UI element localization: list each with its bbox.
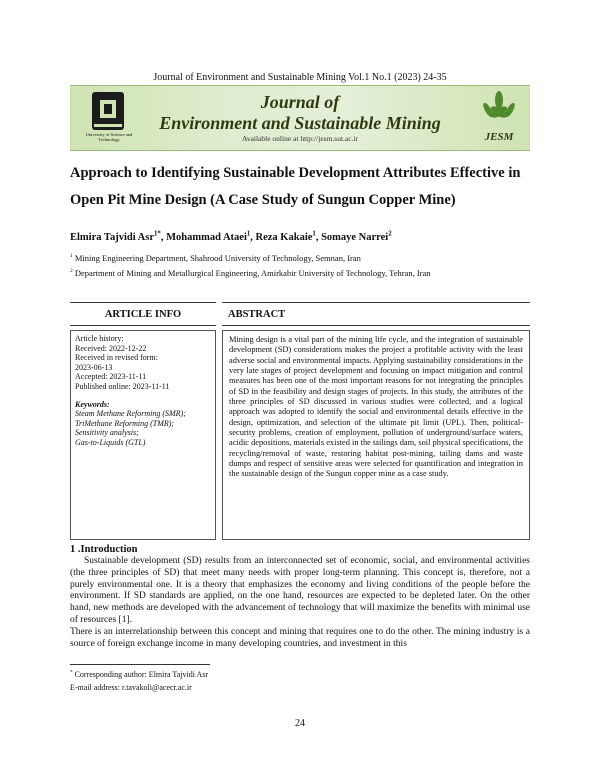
keyword: Gas-to-Liquids (GTL) <box>75 437 146 447</box>
author-name: Reza Kakaie <box>255 232 313 243</box>
article-info-box <box>70 330 216 540</box>
keyword: Steam Methane Reforming (SMR); <box>75 409 186 419</box>
revised-date: 2023-06-13 <box>75 362 113 372</box>
article-info-bottom-rule <box>70 325 216 326</box>
university-logo-caption: University of Science and Technology <box>85 132 133 142</box>
footnote-rule <box>70 664 210 665</box>
jesm-logo-icon <box>474 90 524 146</box>
banner-title-line1: Journal of <box>260 92 340 112</box>
author-sup: 1 <box>312 230 316 238</box>
introduction-heading: 1 .Introduction <box>70 544 138 555</box>
author-sup: 1* <box>154 230 161 238</box>
author-sup: 2 <box>388 230 392 238</box>
corresponding-author: Corresponding author: Elmira Tajvidi Asr <box>74 670 209 679</box>
paper-title-line1: Approach to Identifying Sustainable Development Attributes Effective in <box>70 165 521 181</box>
paper-title-line2: Open Pit Mine Design (A Case Study of Sungun Copper Mine) <box>70 192 456 208</box>
revised-label: Received in revised form: <box>75 353 158 363</box>
author-name: Elmira Tajvidi Asr <box>70 232 155 243</box>
introduction-body <box>70 556 530 650</box>
banner-title-line2: Environment and Sustainable Mining <box>159 113 441 133</box>
keyword: Sensitivity analysis; <box>75 428 139 438</box>
journal-running-header: Journal of Environment and Sustainable Mining Vol.1 No.1 (2023) 24-35 <box>153 72 447 83</box>
author-name: Mohammad Ataei <box>166 232 247 243</box>
introduction-paragraph-1: Sustainable development (SD) results from an interconnected set of economic, social, and environmental activities (the three principles of SD) that meet many needs with proper long-term planning. This concept is, therefore, not a purely environmental one. It is a theory that emphasizes the economy and living conditions of the people before the environment. If SD standards are applied, on the one hand, resources are expected to be depleted later. On the other hand, new methods are developed with the advancement of technology that will maximize the benefits with minimal use of resources [1]. <box>70 556 530 625</box>
affiliation-text: Department of Mining and Metallurgical Engineering, Amirkabir University of Technology, Tehran, Iran <box>74 268 431 278</box>
received-date: Received: 2022-12-22 <box>75 343 147 353</box>
keywords-label: Keywords: <box>75 399 110 409</box>
article-info-heading: ARTICLE INFO <box>104 309 182 320</box>
affiliation-text: Mining Engineering Department, Shahrood University of Technology, Semnan, Iran <box>74 253 361 263</box>
article-info-top-rule <box>70 302 216 303</box>
affiliation-sup: 2 <box>70 268 73 275</box>
affiliation-sup: 1 <box>70 253 73 260</box>
author-name: Somaye Narrei <box>321 232 389 243</box>
paper-title <box>70 160 540 214</box>
author-email: E-mail address: r.tavakoli@acecr.ac.ir <box>70 683 192 692</box>
keyword: TriMethane Reforming (TMR); <box>75 418 175 428</box>
published-date: Published online: 2023-11-11 <box>75 381 170 391</box>
introduction-paragraph-2: There is an interrelationship between this concept and mining that requires one to do the other. The mining industry is a source of foreign exchange income in many developing countries, and investment in this <box>70 626 530 649</box>
footnote-marker: * <box>70 669 73 676</box>
page-number: 24 <box>295 718 305 729</box>
accepted-date: Accepted: 2023-11-11 <box>75 372 147 382</box>
jesm-logo-text: JESM <box>484 131 514 143</box>
corresponding-author-note <box>70 670 470 679</box>
banner-website: Available online at http://jesm.sut.ac.ir <box>241 134 359 143</box>
affiliation-2 <box>70 268 540 278</box>
author-sup: 1 <box>246 230 251 238</box>
journal-banner <box>70 85 530 151</box>
abstract-bottom-rule <box>222 325 530 326</box>
affiliation-1 <box>70 253 540 263</box>
abstract-box <box>222 330 530 540</box>
abstract-top-rule <box>222 302 530 303</box>
abstract-heading: ABSTRACT <box>228 309 286 320</box>
history-label: Article history: <box>75 334 124 343</box>
author-list: Elmira Tajvidi Asr$^{1*}$, Mohammad Ataei$^1$, Reza Kakaie$^1$, Somaye Narrei$^2$ <box>70 230 392 243</box>
abstract-text: Mining design is a vital part of the mining life cycle, and the integration of sustainable development (SD) considerations makes the project a profitable activity with the least adverse social and environmental impacts. Applying sustainability considerations in the very late stages of project development and focusing on impact mitigation and control measures has been one of the most important reasons for not integrating the principles of SD in the feasibility and design stages of projects. In this study, the attributes of the three principles of SD discussed in various studies were collected, and a logical approach was adopted to identify the social and environmental details effective in the design, optimization, and selection of the ultimate pit limit (UPL). Then, political-security problems, creation of employment, pollution of underground/surface waters, acidic depositions, materials existed in the tailings dam, soil physical specifications, the recycling/removal of waste, restoring habitat post-mining, tailing dams and waste dumps and respect of sensitive areas were selected for quantification and integration in the sustainable design of the Sungun copper mine as a case study. <box>229 335 523 479</box>
